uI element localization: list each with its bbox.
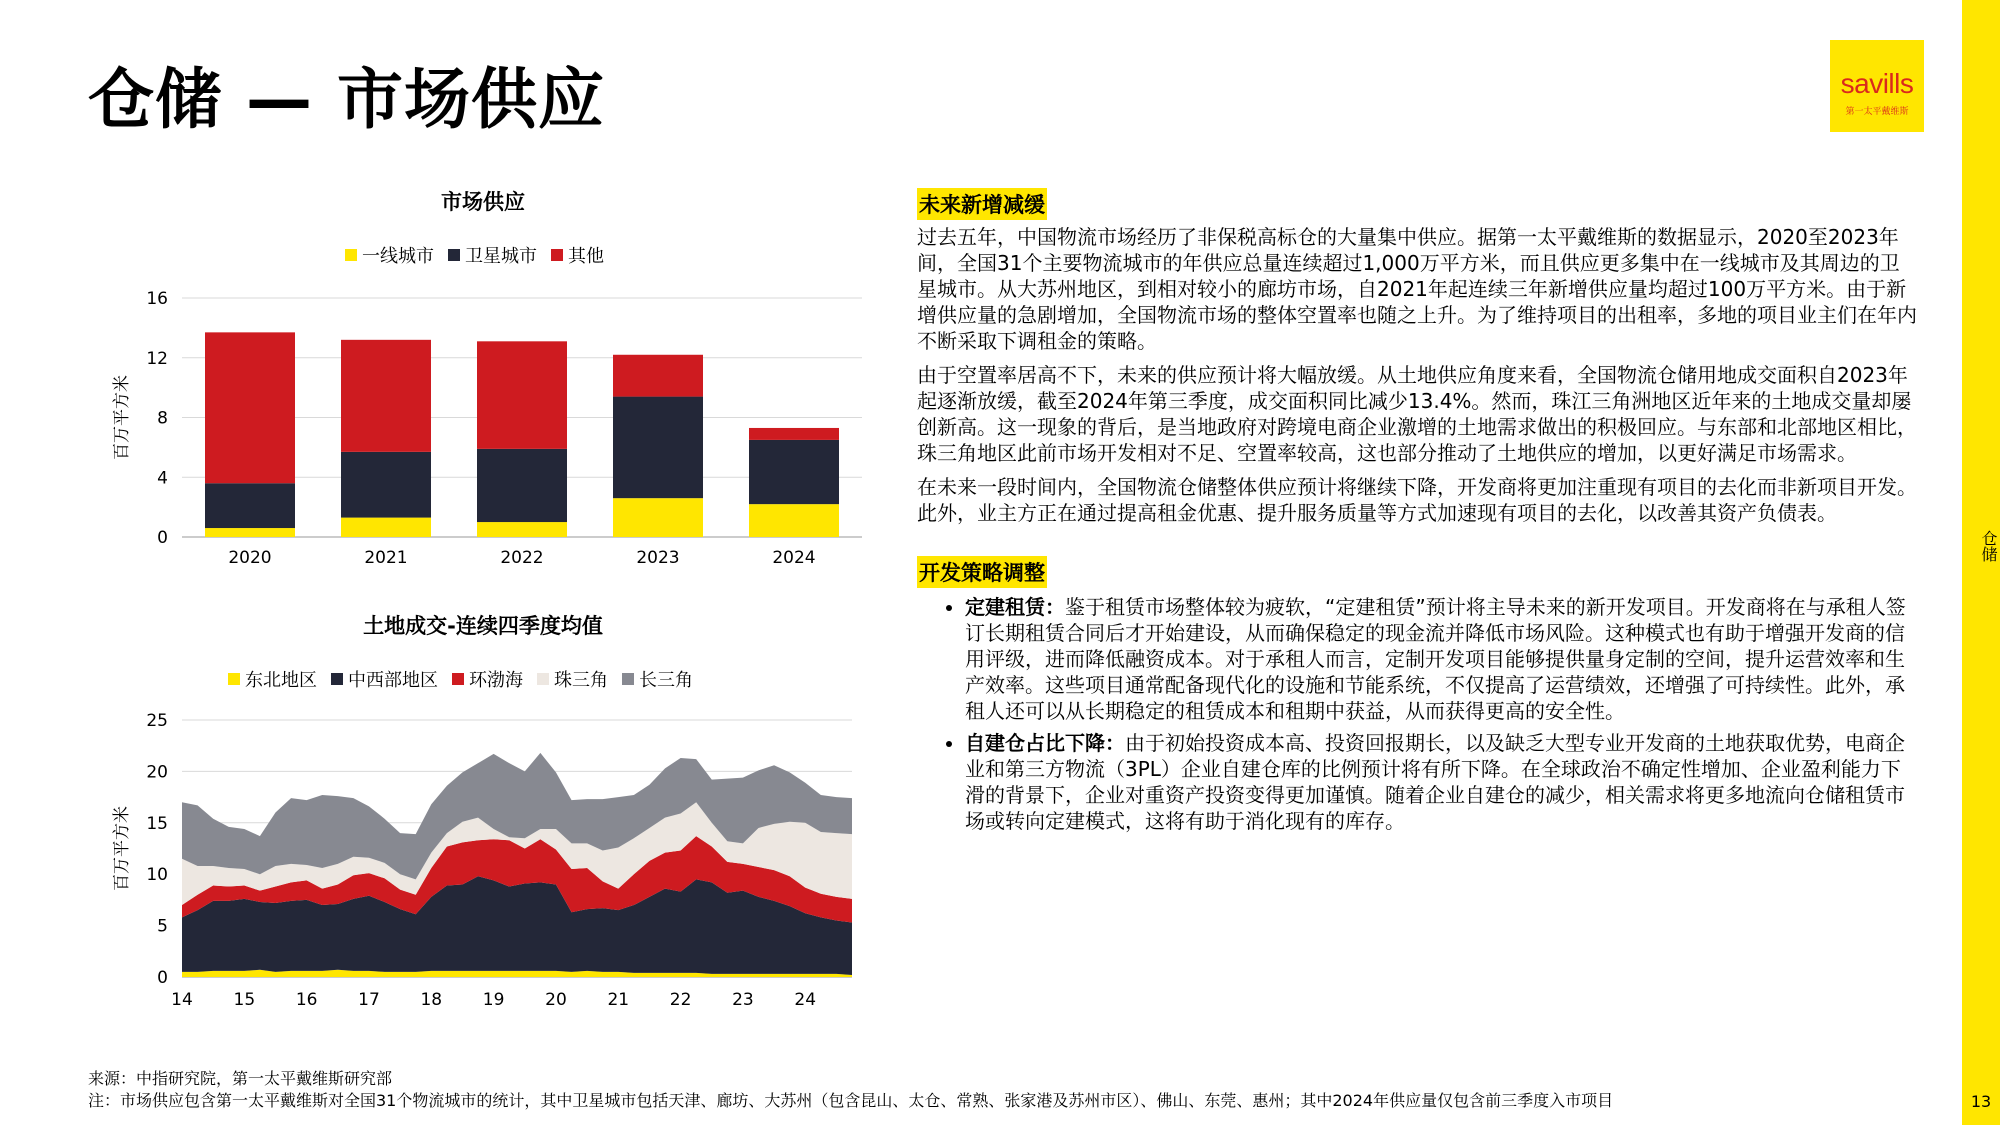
bullet-text: 鉴于租赁市场整体较为疲软，“定建租赁”预计将主导未来的新开发项目。开发商将在与承租人签订长期租赁合同后才开始建设，从而确保稳定的现金流并降低市场风险。这种模式也有助于增强开发商的信用评级，进而降低融资成本。对于承租人而言，定制开发项目能够提供量身定制的空间，提升运营效率和生产效率。这些项目通常配备现代化的设施和节能系统，不仅提高了运营绩效，还增强了可持续性。此外，承租人还可以从长期稳定的租赁成本和租期中获益，从而获得更高的安全性。 bbox=[965, 595, 1906, 723]
y-tick-label: 20 bbox=[146, 762, 168, 783]
bar-segment bbox=[477, 341, 567, 449]
x-tick-label: 19 bbox=[482, 990, 505, 1010]
legend-item bbox=[452, 666, 523, 692]
legend-swatch bbox=[331, 673, 343, 685]
x-tick-label: 2024 bbox=[772, 548, 816, 568]
bullet-term: 定建租赁： bbox=[965, 595, 1065, 619]
bar-segment bbox=[477, 449, 567, 522]
savills-logo bbox=[1830, 40, 1924, 132]
text-panel bbox=[917, 188, 1917, 840]
footer-note: 注：市场供应包含第一太平戴维斯对全国31个物流城市的统计，其中卫星城市包括天津、廊坊、大苏州（包含昆山、太仓、常熟、张家港及苏州市区）、佛山、东莞、惠州；其中2024年供应量仅包含前三季度入市项目 bbox=[88, 1091, 1614, 1110]
bar-segment bbox=[341, 452, 431, 518]
legend-item bbox=[448, 242, 537, 268]
y-tick-label: 5 bbox=[157, 916, 168, 937]
legend-swatch bbox=[448, 249, 460, 261]
legend-label: 中西部地区 bbox=[348, 670, 438, 691]
x-tick-label: 2022 bbox=[500, 548, 544, 568]
y-tick-label: 0 bbox=[157, 528, 168, 548]
bar-segment bbox=[749, 428, 839, 440]
footer-notes bbox=[88, 1068, 1613, 1112]
x-tick-label: 2020 bbox=[228, 548, 272, 568]
y-axis-label: 百万平方米 bbox=[112, 806, 132, 891]
section-heading-supply: 未来新增减缓 bbox=[917, 188, 1047, 220]
x-tick-label: 14 bbox=[171, 990, 193, 1010]
list-item bbox=[965, 594, 1917, 724]
bar-segment bbox=[205, 332, 295, 483]
legend-swatch bbox=[228, 673, 240, 685]
bar-segment bbox=[477, 522, 567, 537]
strategy-bullet-list bbox=[917, 594, 1917, 834]
y-tick-label: 8 bbox=[157, 408, 168, 429]
land-area-chart bbox=[100, 705, 880, 1015]
bar-segment bbox=[341, 340, 431, 452]
x-tick-label: 2023 bbox=[636, 548, 680, 568]
legend-item bbox=[622, 666, 693, 692]
legend-swatch bbox=[551, 249, 563, 261]
bar-segment bbox=[205, 483, 295, 528]
x-tick-label: 2021 bbox=[364, 548, 408, 568]
y-tick-label: 4 bbox=[157, 468, 168, 489]
y-tick-label: 25 bbox=[146, 711, 168, 731]
bar-segment bbox=[749, 440, 839, 504]
bullet-term: 自建仓占比下降： bbox=[965, 731, 1125, 755]
legend-item bbox=[345, 242, 434, 268]
y-tick-label: 0 bbox=[157, 968, 168, 988]
bar-segment bbox=[205, 528, 295, 537]
bar-segment bbox=[613, 355, 703, 397]
supply-chart-title: 市场供应 bbox=[441, 190, 525, 214]
x-tick-label: 18 bbox=[420, 990, 443, 1010]
legend-label: 长三角 bbox=[639, 670, 693, 691]
legend-item bbox=[537, 666, 608, 692]
y-tick-label: 16 bbox=[146, 289, 168, 309]
legend-swatch bbox=[537, 673, 549, 685]
x-tick-label: 21 bbox=[607, 990, 630, 1010]
legend-item bbox=[331, 666, 438, 692]
page-number: 13 bbox=[1970, 1092, 1992, 1111]
legend-label: 东北地区 bbox=[245, 670, 317, 691]
supply-chart-legend bbox=[345, 242, 618, 268]
supply-paragraph-2: 由于空置率居高不下，未来的供应预计将大幅放缓。从土地供应角度来看，全国物流仓储用地成交面积自2023年起逐渐放缓，截至2024年第三季度，成交面积同比减少13.4%。然而，珠江三角洲地区近年来的土地成交量却屡创新高。这一现象的背后，是当地政府对跨境电商企业激增的土地需求做出的积极回应。与东部和北部地区相比，珠三角地区此前市场开发相对不足、空置率较高，这也部分推动了土地供应的增加，以更好满足市场需求。 bbox=[917, 363, 1917, 465]
side-accent-strip bbox=[1962, 0, 2000, 1125]
bar-segment bbox=[341, 518, 431, 537]
supply-paragraph-3: 在未来一段时间内，全国物流仓储整体供应预计将继续下降，开发商将更加注重现有项目的去化而非新项目开发。此外，业主方正在通过提高租金优惠、提升服务质量等方式加速现有项目的去化，以改善其资产负债表。 bbox=[917, 475, 1917, 525]
side-section-label: 仓储 bbox=[1979, 530, 1998, 562]
legend-label: 卫星城市 bbox=[465, 246, 537, 267]
y-tick-label: 10 bbox=[146, 865, 168, 886]
bar-segment bbox=[613, 397, 703, 499]
land-chart-title: 土地成交-连续四季度均值 bbox=[363, 614, 603, 638]
legend-label: 珠三角 bbox=[554, 670, 608, 691]
legend-label: 环渤海 bbox=[469, 670, 523, 691]
section-heading-strategy: 开发策略调整 bbox=[917, 556, 1047, 588]
supply-paragraph-1: 过去五年，中国物流市场经历了非保税高标仓的大量集中供应。据第一太平戴维斯的数据显示，2020至2023年间，全国31个主要物流城市的年供应总量连续超过1,000万平方米，而且供应更多集中在一线城市及其周边的卫星城市。从大苏州地区，到相对较小的廊坊市场，自2021年起连续三年新增供应量均超过100万平方米。由于新增供应量的急剧增加，全国物流市场的整体空置率也随之上升。为了维持项目的出租率，多地的项目业主们在年内不断采取下调租金的策略。 bbox=[917, 225, 1917, 353]
page-title: 仓储 — 市场供应 bbox=[88, 61, 605, 138]
legend-label: 其他 bbox=[568, 246, 604, 267]
list-item bbox=[965, 730, 1917, 834]
bar-segment bbox=[613, 498, 703, 537]
y-axis-label: 百万平方米 bbox=[112, 375, 132, 460]
bullet-text: 由于初始投资成本高、投资回报期长，以及缺乏大型专业开发商的土地获取优势，电商企业和第三方物流（3PL）企业自建仓库的比例预计将有所下降。在全球政治不确定性增加、企业盈利能力下滑的背景下，企业对重资产投资变得更加谨慎。随着企业自建仓的减少，相关需求将更多地流向仓储租赁市场或转向定建模式，这将有助于消化现有的库存。 bbox=[965, 731, 1905, 833]
legend-item bbox=[228, 666, 317, 692]
land-chart-legend bbox=[228, 666, 707, 692]
logo-wordmark: savills bbox=[1840, 68, 1914, 99]
supply-bar-chart bbox=[100, 280, 880, 590]
legend-swatch bbox=[345, 249, 357, 261]
x-tick-label: 23 bbox=[732, 990, 754, 1010]
footer-source: 来源：中指研究院，第一太平戴维斯研究部 bbox=[88, 1069, 393, 1088]
y-tick-label: 12 bbox=[146, 348, 168, 369]
x-tick-label: 16 bbox=[295, 990, 318, 1010]
x-tick-label: 22 bbox=[669, 990, 692, 1010]
legend-item bbox=[551, 242, 604, 268]
legend-label: 一线城市 bbox=[362, 246, 434, 267]
x-tick-label: 15 bbox=[233, 990, 256, 1010]
legend-swatch bbox=[452, 673, 464, 685]
logo-subtitle: 第一太平戴维斯 bbox=[1845, 107, 1909, 117]
x-tick-label: 24 bbox=[794, 990, 817, 1010]
x-tick-label: 20 bbox=[545, 990, 567, 1010]
y-tick-label: 15 bbox=[146, 813, 168, 834]
legend-swatch bbox=[622, 673, 634, 685]
x-tick-label: 17 bbox=[358, 990, 380, 1010]
bar-segment bbox=[749, 504, 839, 537]
